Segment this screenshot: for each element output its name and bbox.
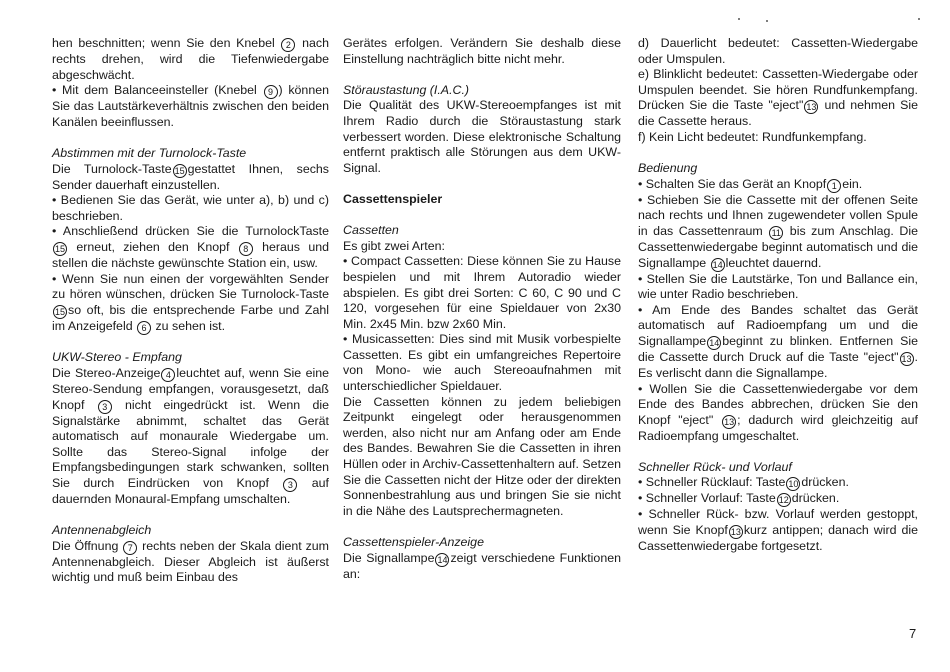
callout-number: 13 — [901, 353, 912, 364]
paragraph: Die Turnolock-Taste 15 gestattet Ihnen, sechs Sender dauerhaft einzustellen. — [52, 161, 330, 192]
section-heading: Cassettenspieler-Anzeige — [343, 535, 484, 549]
callout-number: 14 — [437, 554, 448, 565]
callout-number: 12 — [778, 495, 789, 506]
callout-number: 9 — [264, 85, 278, 99]
scan-mark — [738, 18, 740, 20]
callout-number: 13 — [730, 527, 741, 538]
callout-number: 1 — [827, 179, 841, 193]
paragraph: • Bedienen Sie das Gerät, wie unter a), b) und c) beschrieben. — [52, 193, 329, 223]
callout-number: 15 — [174, 165, 185, 176]
paragraph: Es gibt zwei Arten: — [343, 238, 445, 253]
paragraph: • Schieben Sie die Cassette mit der offenen Seite nach rechts und Ihnen zugewendeter vollen Spule in das Cassettenraum 11 bis zum Anschlag. Die Cassettenwiedergabe beginnt automatisch und die Signallampe 14 leuchtet dauernd. — [638, 192, 918, 270]
paragraph: hen beschnitten; wenn Sie den Knebel 2 nach rechts drehen, wird die Tiefenwiedergabe abgeschwächt. — [52, 36, 329, 82]
paragraph: • Am Ende des Bandes schaltet das Gerät automatisch auf Radioempfang um und die Signallampe 14 beginnt zu blinken. Entfernen Sie die Cassette durch Druck auf die Taste "eject" 13 . Es verlischt dann die Signallampe. — [638, 302, 918, 380]
callout-number: 11 — [769, 226, 783, 240]
callout-number: 14 — [709, 337, 720, 348]
section-heading: Antennenabgleich — [52, 523, 152, 538]
paragraph: Die Öffnung 7 rechts neben der Skala dient zum Antennenabgleich. Dieser Abgleich ist äußerst wichtig und muß beim Einbau des — [52, 538, 329, 585]
paragraph: • Stellen Sie die Lautstärke, Ton und Ballance ein, wie unter Radio beschrieben. — [638, 271, 918, 302]
column-1 — [52, 36, 329, 586]
callout-number: 6 — [137, 321, 151, 335]
section-heading: Cassettenspieler — [343, 191, 443, 206]
page-number: 7 — [909, 626, 917, 641]
paragraph: • Anschließend drücken Sie die TurnolockTaste 15 erneut, ziehen den Knopf 8 heraus und stellen die nächste gewünschte Station ein, usw. — [52, 224, 329, 270]
paragraph: Gerätes erfolgen. Verändern Sie deshalb diese Einstellung nachträglich bitte nicht mehr. — [343, 36, 621, 66]
paragraph: e) Blinklicht bedeutet: Cassetten-Wiedergabe oder Umspulen beendet. Sie hören Rundfunkempfang. Drücken Sie die Taste "eject" 13 und nehmen Sie die Cassette heraus. — [638, 67, 918, 129]
column-3 — [638, 36, 918, 555]
callout-number: 3 — [98, 400, 112, 414]
paragraph: • Schneller Vorlauf: Taste 12 drücken. — [638, 491, 840, 506]
paragraph: • Schneller Rücklauf: Taste 10 drücken. — [638, 475, 849, 490]
paragraph: • Musicassetten: Dies sind mit Musik vorbespielte Cassetten. Es gibt ein umfangreiches Repertoire von Mono- wie auch Stereoaufnahmen mit unterschiedlicher Spieldauer. — [343, 332, 621, 394]
paragraph: d) Dauerlicht bedeutet: Cassetten-Wiedergabe oder Umspulen. — [638, 36, 918, 66]
callout-number: 8 — [239, 242, 253, 256]
section-heading: Bedienung — [638, 161, 698, 176]
callout-number: 3 — [283, 478, 297, 492]
paragraph: Die Signallampe 14 zeigt verschiedene Funktionen an: — [343, 550, 621, 581]
section-heading: UKW-Stereo - Empfang — [52, 350, 182, 365]
callout-number: 13 — [806, 102, 817, 113]
section-heading: Abstimmen mit der Turnolock-Taste — [52, 145, 247, 160]
paragraph: • Mit dem Balanceeinsteller (Knebel 9 ) können Sie das Lautstärkeverhältnis zwischen den beiden Kanälen beeinflussen. — [52, 83, 329, 129]
scan-mark — [766, 20, 768, 22]
column-2 — [343, 36, 621, 582]
callout-number: 10 — [788, 479, 799, 490]
paragraph: f) Kein Licht bedeutet: Rundfunkempfang. — [638, 129, 867, 144]
subsection-heading: Cassetten — [343, 223, 399, 238]
paragraph: • Schalten Sie das Gerät an Knopf 1 ein. — [638, 176, 863, 191]
callout-number: 14 — [712, 259, 723, 270]
callout-number: 7 — [123, 541, 137, 555]
section-heading: Störaustastung (I.A.C.) — [343, 82, 470, 97]
paragraph: • Wenn Sie nun einen der vorgewählten Sender zu hören wünschen, drücken Sie Turnolock-Taste15 so oft, bis die entsprechende Farbe und Zahl im Anzeigefeld 6 zu sehen ist. — [52, 271, 329, 333]
scan-mark — [918, 18, 920, 20]
paragraph: • Compact Cassetten: Diese können Sie zu Hause bespielen und mit Ihrem Autoradio wieder abspielen. Es gibt drei Sorten: C 60, C 90 und C 120, vorgesehen für eine Spieldauer von 2x30 Min. 2x45 Min. bzw 2x60 Min. — [343, 254, 621, 331]
callout-number: 13 — [724, 416, 735, 427]
paragraph: • Wollen Sie die Cassettenwiedergabe vor dem Ende des Bandes abbrechen, drücken Sie den Knopf "eject" 13 ; dadurch wird gleichzeitig auf Radioempfang umgeschaltet. — [638, 381, 918, 443]
callout-number: 15 — [54, 306, 65, 317]
callout-number: 15 — [54, 243, 65, 254]
callout-number: 4 — [161, 368, 175, 382]
paragraph: • Schneller Rück- bzw. Vorlauf werden gestoppt, wenn Sie Knopf 13 kurz antippen; danach wird die Cassettenwiedergabe fortgesetzt. — [638, 507, 918, 554]
callout-number: 2 — [281, 38, 295, 52]
paragraph: Die Qualität des UKW-Stereoempfanges ist mit Ihrem Radio durch die Störaustastung stark verbessert worden. Diese elektronische Schaltung entfernt praktisch alle Störungen aus dem UKW-Signal. — [343, 98, 621, 175]
paragraph: Die Stereo-Anzeige 4 leuchtet auf, wenn Sie eine Stereo-Sendung empfangen, vorausgesetzt, daß Knopf 3 nicht eingedrückt ist. Wenn die Signalstärke abnimmt, schaltet das Gerät automatisch auf monaurale Wiedergabe um. Sollte das Stereo-Signal infolge der Empfangsbedingungen stark schwanken, sollten Sie durch Eindrücken von Knopf 3 auf dauernden Monaural-Empfang umschalten. — [52, 365, 330, 506]
section-heading: Schneller Rück- und Vorlauf — [638, 459, 792, 474]
paragraph: Die Cassetten können zu jedem beliebigen Zeitpunkt eingelegt oder herausgenommen werden, also nicht nur am Anfang oder am Ende des Bandes. Bewahren Sie die Cassetten in ihren Hüllen oder in Archiv-Cassettenhaltern auf. Setzen Sie die Cassetten nicht der Hitze oder der direkten Sonnenbestrahlung aus und bringen Sie sie nicht in die Nähe des Lautsprechermagneten. — [343, 394, 621, 518]
